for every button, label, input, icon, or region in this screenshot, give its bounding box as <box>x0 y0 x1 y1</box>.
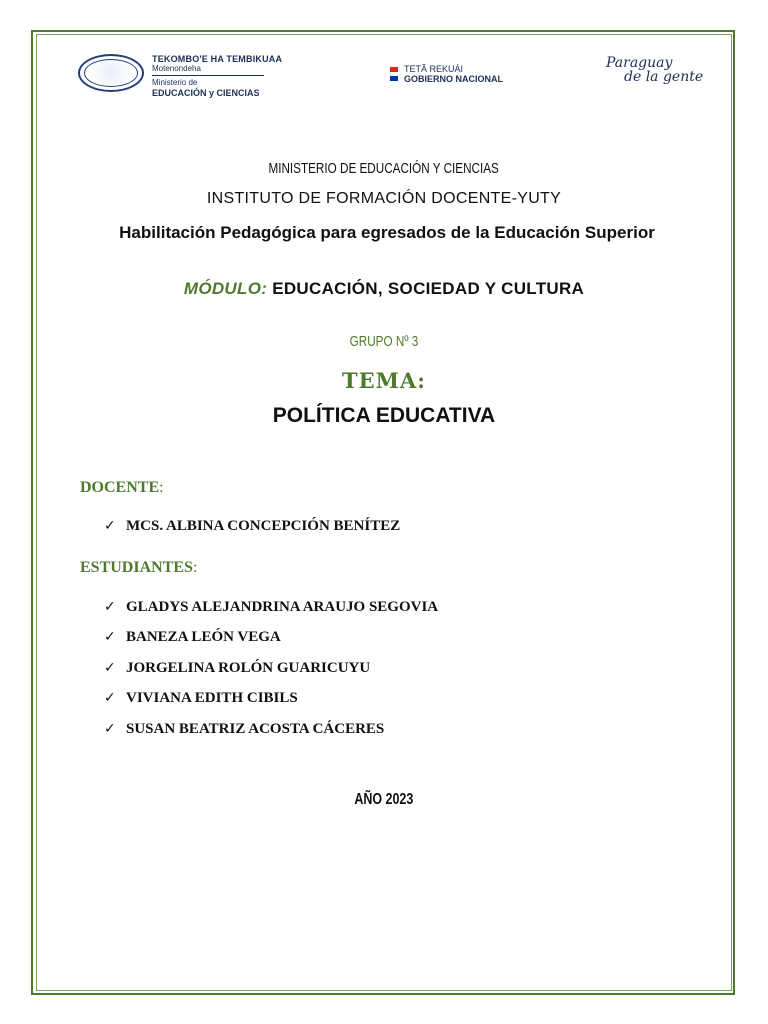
check-icon: ✓ <box>104 599 116 615</box>
estudiante-item: ✓ GLADYS ALEJANDRINA ARAUJO SEGOVIA <box>104 599 439 615</box>
paraguay-seal-icon <box>78 54 144 92</box>
page-border-inner <box>36 34 732 991</box>
year-label: AÑO 2023 <box>354 791 414 808</box>
slogan-line1: Paraguay <box>606 55 673 71</box>
estudiante-item: ✓ SUSAN BEATRIZ ACOSTA CÁCERES <box>104 721 385 737</box>
header-logos <box>78 52 718 96</box>
program-title: Habilitación Pedagógica para egresados de la Educación Superior <box>119 223 655 242</box>
ministry-guarani-sub: Motenondeha <box>152 64 201 73</box>
ministry-logo <box>152 54 282 98</box>
check-icon: ✓ <box>104 629 116 645</box>
docente-item: ✓ MCS. ALBINA CONCEPCIÓN BENÍTEZ <box>104 518 401 534</box>
docente-label: DOCENTE: <box>80 479 164 496</box>
module-title <box>36 279 732 299</box>
check-icon: ✓ <box>104 518 116 534</box>
government-logo <box>390 64 503 84</box>
tema-label: TEMA: <box>342 368 426 393</box>
estudiante-item: ✓ BANEZA LEÓN VEGA <box>104 629 281 645</box>
module-label: MÓDULO: <box>183 279 268 298</box>
ministry-spanish: EDUCACIÓN y CIENCIAS <box>152 88 260 98</box>
gov-guarani: TETÃ REKUÁI <box>404 64 464 74</box>
estudiante-item: ✓ VIVIANA EDITH CIBILS <box>104 690 298 706</box>
ministry-title: MINISTERIO DE EDUCACIÓN Y CIENCIAS <box>268 160 500 177</box>
module-name: EDUCACIÓN, SOCIEDAD Y CULTURA <box>272 279 585 298</box>
estudiantes-label: ESTUDIANTES: <box>80 559 198 576</box>
ministry-spanish-pre: Ministerio de <box>152 78 198 87</box>
check-icon: ✓ <box>104 721 116 737</box>
estudiante-item: ✓ JORGELINA ROLÓN GUARICUYU <box>104 660 371 676</box>
paraguay-flag-icon <box>390 67 398 81</box>
institute-title: INSTITUTO DE FORMACIÓN DOCENTE-YUTY <box>206 190 562 207</box>
group-label: GRUPO Nº 3 <box>349 333 419 350</box>
check-icon: ✓ <box>104 690 116 706</box>
gov-spanish: GOBIERNO NACIONAL <box>404 74 503 84</box>
slogan-line2: de la gente <box>624 69 704 85</box>
slogan-logo <box>606 56 718 84</box>
tema-title: POLÍTICA EDUCATIVA <box>272 404 496 427</box>
check-icon: ✓ <box>104 660 116 676</box>
ministry-guarani: TEKOMBO'E HA TEMBIKUAA <box>152 54 283 64</box>
